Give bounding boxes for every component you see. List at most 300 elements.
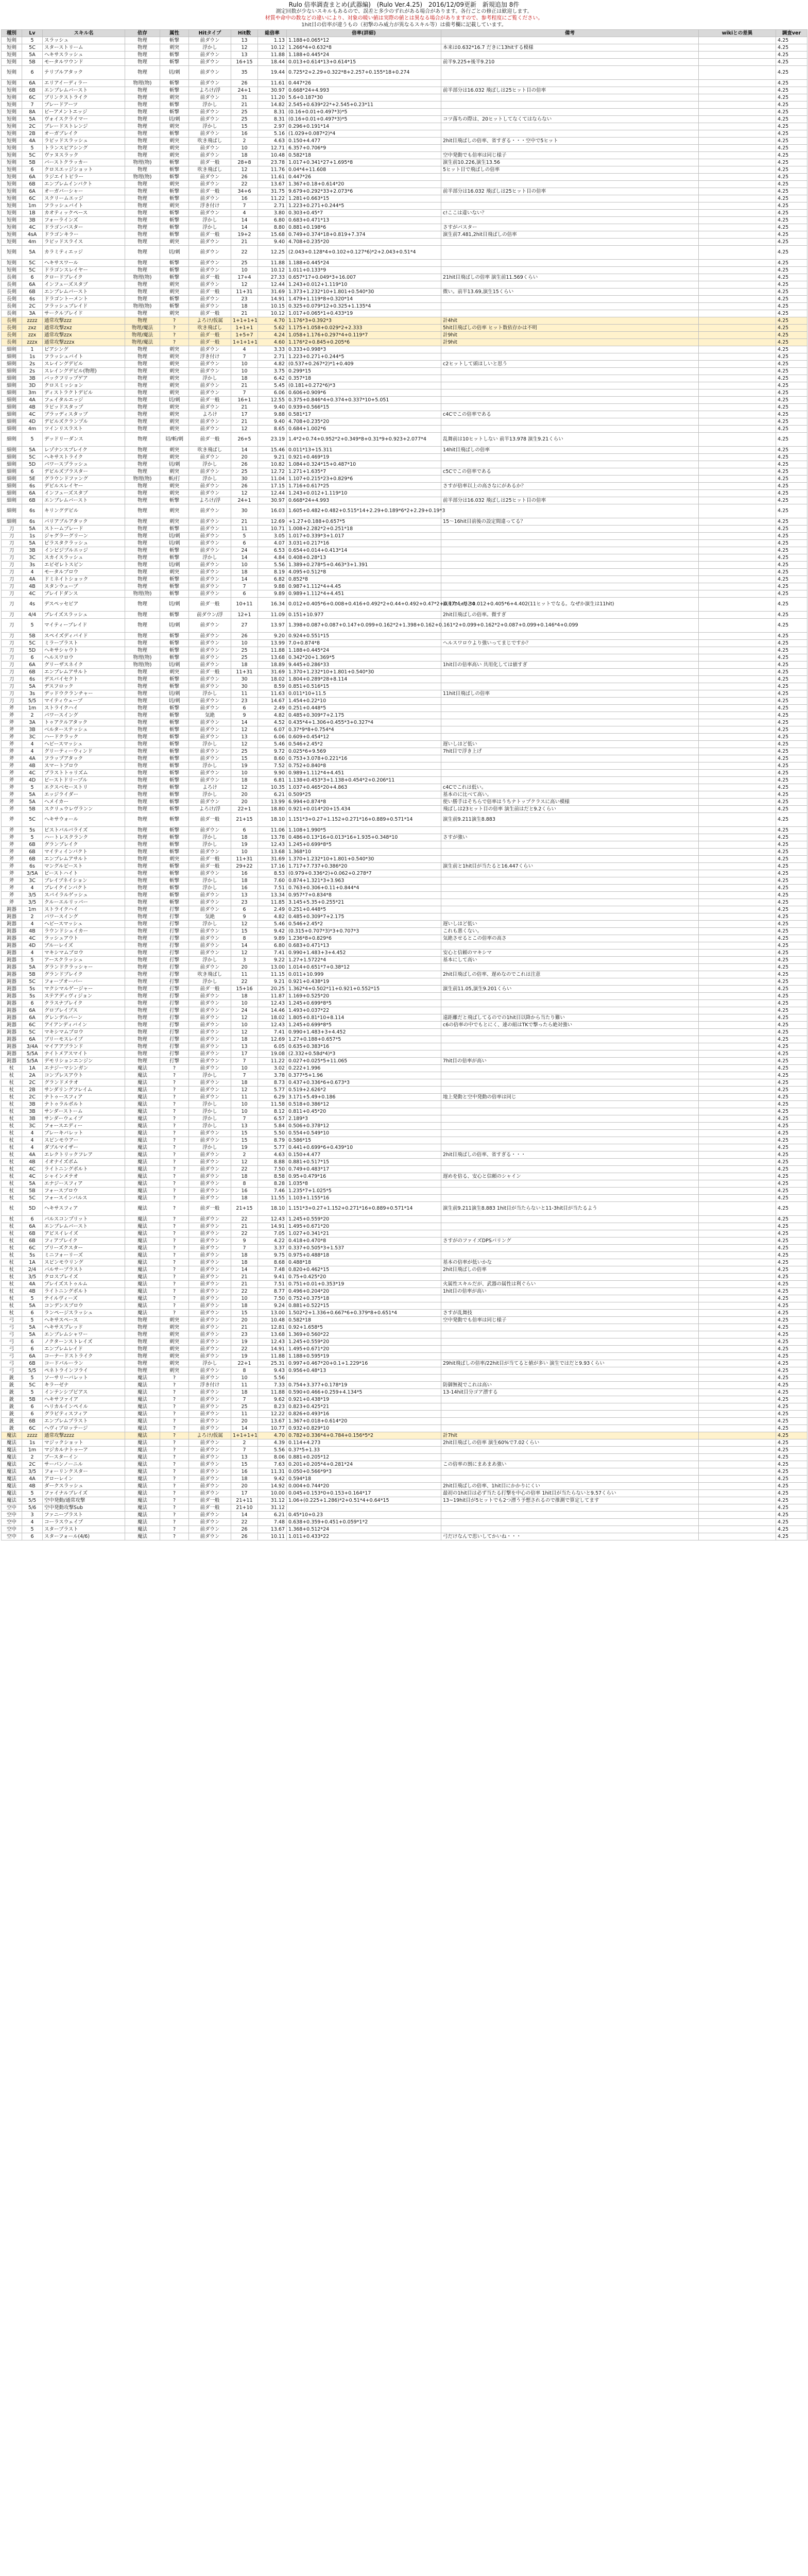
- cell-hit-type: 前ダウン: [189, 80, 231, 87]
- cell-hit-type: 浮かし: [189, 375, 231, 382]
- cell-total-multiplier: 5.56: [258, 1447, 287, 1454]
- cell-multiplier-detail: 0.013+0.614*13+0.614*15: [287, 59, 441, 66]
- cell-multiplier-detail: (0.16+0.01+0.497*3)*5: [287, 116, 441, 123]
- cell-wiki-diff: [699, 1274, 776, 1281]
- cell-version: 4.25: [776, 152, 807, 159]
- cell-hit-count: 19: [231, 1353, 258, 1360]
- cell-attribute: 斬撃: [160, 734, 189, 741]
- cell-multiplier-detail: 1.243+0.012+1.119*10: [287, 281, 441, 289]
- cell-attribute: ?: [160, 1180, 189, 1188]
- cell-attribute: 斬撃: [160, 52, 189, 59]
- cell-wiki-diff: [699, 332, 776, 339]
- cell-lv: 2: [22, 1454, 43, 1461]
- cell-total-multiplier: 4.70: [258, 317, 287, 325]
- table-row: [2, 827, 807, 834]
- cell-multiplier-detail: (0.315+0.707*3)*3+0.707*3: [287, 928, 441, 935]
- cell-lv: 5s: [22, 827, 43, 834]
- cell-skill-name: マジカルナトゥーア: [43, 1447, 125, 1454]
- cell-lv: 2C: [22, 123, 43, 130]
- cell-multiplier-detail: 1.188+0.445*24: [287, 647, 441, 654]
- table-row: [2, 942, 807, 950]
- cell-dependency: 物理(物): [125, 303, 160, 310]
- cell-skill-name: パリアブルアタック: [43, 518, 125, 526]
- cell-version: 4.25: [776, 986, 807, 993]
- cell-dependency: 物理: [125, 712, 160, 719]
- cell-hit-count: 14: [231, 576, 258, 583]
- cell-type: 短剣: [2, 195, 22, 202]
- cell-version: 4.25: [776, 928, 807, 935]
- cell-type: 鈍器: [2, 913, 22, 921]
- cell-lv: 5A: [22, 52, 43, 59]
- cell-multiplier-detail: 0.150+4.477: [287, 1151, 441, 1159]
- cell-hit-count: 11: [231, 1411, 258, 1418]
- cell-hit-type: 前ダウン: [189, 569, 231, 576]
- cell-wiki-diff: [699, 1519, 776, 1526]
- cell-dependency: 物理: [125, 928, 160, 935]
- cell-hit-count: 10: [231, 1375, 258, 1382]
- cell-type: 杖: [2, 1108, 22, 1115]
- cell-dependency: 物理: [125, 94, 160, 101]
- cell-hit-type: 前ダウン/浮: [189, 612, 231, 619]
- cell-skill-name: スクリームエッジ: [43, 195, 125, 202]
- cell-total-multiplier: 30.97: [258, 87, 287, 94]
- cell-version: 4.25: [776, 654, 807, 662]
- cell-total-multiplier: 7.51: [258, 885, 287, 892]
- cell-attribute: 打撃: [160, 1007, 189, 1014]
- cell-wiki-diff: [699, 799, 776, 806]
- cell-hit-count: 18: [231, 303, 258, 310]
- table-row: [2, 217, 807, 224]
- cell-dependency: 物理: [125, 583, 160, 590]
- cell-skill-name: ブレイズストゥルム: [43, 1281, 125, 1288]
- table-row: [2, 1338, 807, 1346]
- cell-dependency: 物理: [125, 1014, 160, 1022]
- cell-hit-type: 前ダウン: [189, 404, 231, 411]
- cell-skill-name: ビストバルバライズ: [43, 827, 125, 834]
- cell-multiplier-detail: 9.679+0.292*33+2.073*6: [287, 188, 441, 195]
- cell-hit-type: 前ダウン: [189, 181, 231, 188]
- cell-remarks: [441, 346, 699, 353]
- cell-dependency: 魔法: [125, 1310, 160, 1317]
- cell-multiplier-detail: 1.716+0.617*25: [287, 483, 441, 490]
- cell-wiki-diff: [699, 246, 776, 260]
- cell-multiplier-detail: 1.037+0.465*20+4.863: [287, 784, 441, 791]
- cell-total-multiplier: 2.49: [258, 705, 287, 712]
- cell-version: 4.25: [776, 1338, 807, 1346]
- cell-skill-name: デモリションエンジン: [43, 1058, 125, 1065]
- cell-remarks: 空中発動でも倍率は同じ様子: [441, 152, 699, 159]
- cell-hit-type: 前ダウン: [189, 1159, 231, 1166]
- cell-total-multiplier: 11.88: [258, 1353, 287, 1360]
- table-row: [2, 633, 807, 640]
- cell-lv: 4A: [22, 1476, 43, 1483]
- cell-version: 4.25: [776, 1058, 807, 1065]
- cell-wiki-diff: [699, 647, 776, 654]
- cell-lv: 5A: [22, 683, 43, 690]
- cell-attribute: ?: [160, 1403, 189, 1411]
- cell-hit-count: 15: [231, 1137, 258, 1144]
- cell-dependency: 物理: [125, 899, 160, 906]
- cell-dependency: 物理: [125, 1338, 160, 1346]
- cell-total-multiplier: 6.06: [258, 389, 287, 397]
- cell-hit-count: 26+5: [231, 433, 258, 447]
- cell-total-multiplier: 6.07: [258, 726, 287, 734]
- table-row: [2, 734, 807, 741]
- cell-total-multiplier: 8.31: [258, 109, 287, 116]
- cell-skill-name: ミラーブラスト: [43, 640, 125, 647]
- cell-type: 刀: [2, 654, 22, 662]
- table-row: [2, 1302, 807, 1310]
- cell-multiplier-detail: 0.04*4+11.608: [287, 166, 441, 174]
- cell-type: 刀: [2, 690, 22, 698]
- cell-wiki-diff: [699, 303, 776, 310]
- cell-attribute: ?: [160, 1166, 189, 1173]
- cell-skill-name: ラピッドスライス: [43, 239, 125, 246]
- cell-multiplier-detail: 0.296+0.191*14: [287, 123, 441, 130]
- cell-wiki-diff: [699, 899, 776, 906]
- cell-skill-name: ブルーレイズ: [43, 942, 125, 950]
- table-row: [2, 598, 807, 612]
- cell-total-multiplier: 4.84: [258, 554, 287, 562]
- cell-hit-type: 前ダウン: [189, 1216, 231, 1223]
- cell-version: 4.25: [776, 612, 807, 619]
- cell-remarks: [441, 130, 699, 138]
- cell-hit-type: 前ダウン: [189, 1230, 231, 1238]
- cell-dependency: 物理: [125, 533, 160, 540]
- cell-dependency: 魔法: [125, 1497, 160, 1504]
- table-row: [2, 101, 807, 109]
- cell-version: 4.25: [776, 690, 807, 698]
- cell-skill-name: デビルスレイヤー: [43, 483, 125, 490]
- cell-hit-type: 前ダウン: [189, 303, 231, 310]
- cell-skill-name: フラッシュバイト: [43, 353, 125, 361]
- cell-type: 短剣: [2, 59, 22, 66]
- cell-hit-type: 前ダウン: [189, 590, 231, 598]
- cell-multiplier-detail: 1.138+0.453*3+1.138+0.454*2+0.206*11: [287, 777, 441, 784]
- cell-wiki-diff: [699, 806, 776, 813]
- table-row: [2, 1159, 807, 1166]
- cell-multiplier-detail: 1.058+1.176+0.297*4+0.119*7: [287, 332, 441, 339]
- cell-version: 4.25: [776, 1238, 807, 1245]
- table-row: [2, 849, 807, 856]
- cell-type: 鈍器: [2, 957, 22, 964]
- cell-skill-name: ミニフォーリーズ: [43, 1252, 125, 1259]
- cell-type: 杖: [2, 1266, 22, 1274]
- cell-remarks: c6の倍率の中でもとにく、連の組はTKで撃ったら絶対強い: [441, 1022, 699, 1029]
- cell-remarks: [441, 476, 699, 483]
- cell-version: 4.25: [776, 260, 807, 267]
- cell-attribute: ?: [160, 1259, 189, 1266]
- table-row: [2, 669, 807, 676]
- cell-remarks: 前半部分は16.032 飛ばしは25ヒット目の倍率: [441, 497, 699, 504]
- cell-multiplier-detail: 0.826+0.493*16: [287, 1411, 441, 1418]
- cell-dependency: 物理: [125, 210, 160, 217]
- cell-version: 4.25: [776, 483, 807, 490]
- cell-dependency: 物理: [125, 166, 160, 174]
- cell-lv: 4m: [22, 239, 43, 246]
- cell-multiplier-detail: 1.188+0.445*24: [287, 260, 441, 267]
- table-row: [2, 66, 807, 80]
- table-row: [2, 690, 807, 698]
- cell-multiplier-detail: 1.008+2.282*2+0.251*18: [287, 526, 441, 533]
- cell-dependency: 魔法: [125, 1389, 160, 1396]
- table-row: [2, 94, 807, 101]
- cell-dependency: 物理: [125, 116, 160, 123]
- cell-total-multiplier: 11.88: [258, 52, 287, 59]
- cell-total-multiplier: 6.57: [258, 1115, 287, 1123]
- table-row: [2, 411, 807, 418]
- cell-lv: 6: [22, 1000, 43, 1007]
- cell-dependency: 物理(物): [125, 274, 160, 281]
- table-row: [2, 676, 807, 683]
- cell-wiki-diff: [699, 921, 776, 928]
- cell-hit-count: 16+1: [231, 397, 258, 404]
- cell-total-multiplier: 17.15: [258, 483, 287, 490]
- cell-wiki-diff: [699, 849, 776, 856]
- cell-hit-type: 浮き付け: [189, 1382, 231, 1389]
- table-row: [2, 1310, 807, 1317]
- cell-version: 4.25: [776, 1497, 807, 1504]
- cell-total-multiplier: 8.12: [258, 1108, 287, 1115]
- cell-lv: 5A: [22, 799, 43, 806]
- cell-attribute: 刺突: [160, 202, 189, 210]
- cell-remarks: [441, 913, 699, 921]
- cell-remarks: c4Cでこの倍率である: [441, 411, 699, 418]
- cell-total-multiplier: 9.40: [258, 404, 287, 411]
- cell-total-multiplier: 8.06: [258, 1454, 287, 1461]
- cell-skill-name: インテンシブピアス: [43, 1389, 125, 1396]
- cell-hit-count: 31: [231, 94, 258, 101]
- cell-multiplier-detail: 0.496+0.204*20: [287, 1288, 441, 1295]
- cell-hit-type: 前ダウン: [189, 892, 231, 899]
- cell-wiki-diff: [699, 1512, 776, 1519]
- cell-multiplier-detail: 0.519+2.626*2: [287, 1087, 441, 1094]
- cell-hit-type: 前ダウン: [189, 1353, 231, 1360]
- cell-total-multiplier: 6.05: [258, 1043, 287, 1050]
- cell-skill-name: テリブルアタック: [43, 66, 125, 80]
- cell-version: 4.25: [776, 389, 807, 397]
- cell-total-multiplier: 12.69: [258, 1036, 287, 1043]
- cell-lv: 3s: [22, 562, 43, 569]
- cell-remarks: [441, 454, 699, 461]
- cell-total-multiplier: 6.82: [258, 576, 287, 583]
- cell-remarks: [441, 777, 699, 784]
- cell-lv: 6: [22, 654, 43, 662]
- cell-attribute: 斬撃: [160, 647, 189, 654]
- cell-hit-type: 前ダウン: [189, 1324, 231, 1331]
- cell-attribute: 刺突: [160, 368, 189, 375]
- cell-lv: 6B: [22, 669, 43, 676]
- cell-dependency: 物理: [125, 598, 160, 612]
- cell-lv: 5: [22, 433, 43, 447]
- cell-wiki-diff: [699, 734, 776, 741]
- cell-wiki-diff: [699, 590, 776, 598]
- table-row: [2, 504, 807, 518]
- cell-skill-name: ジャグラーグリーン: [43, 533, 125, 540]
- cell-version: 4.25: [776, 317, 807, 325]
- cell-version: 4.25: [776, 950, 807, 957]
- cell-version: 4.25: [776, 59, 807, 66]
- table-row: [2, 497, 807, 504]
- cell-multiplier-detail: 0.753+3.078+0.221*16: [287, 755, 441, 762]
- cell-wiki-diff: [699, 612, 776, 619]
- cell-attribute: ?: [160, 1425, 189, 1432]
- cell-skill-name: ラピッドスタッブ: [43, 404, 125, 411]
- cell-hit-count: 21+15: [231, 1202, 258, 1216]
- cell-skill-name: フィアブレイク: [43, 1238, 125, 1245]
- cell-wiki-diff: [699, 325, 776, 332]
- cell-wiki-diff: [699, 1331, 776, 1338]
- cell-version: 4.25: [776, 1252, 807, 1259]
- cell-multiplier-detail: 0.441+0.699*6+0.439*10: [287, 1144, 441, 1151]
- cell-remarks: [441, 1468, 699, 1476]
- table-row: [2, 1252, 807, 1259]
- cell-hit-count: 22: [231, 1346, 258, 1353]
- cell-multiplier-detail: 1.084+0.324*15+0.487*10: [287, 461, 441, 468]
- cell-attribute: 斬撃: [160, 748, 189, 755]
- cell-remarks: [441, 145, 699, 152]
- cell-total-multiplier: 10.48: [258, 152, 287, 159]
- cell-multiplier-detail: 1.266*4+0.632*8: [287, 44, 441, 52]
- cell-version: 4.25: [776, 640, 807, 647]
- cell-multiplier-detail: 7.0+0.874*8: [287, 640, 441, 647]
- cell-dependency: 物理: [125, 404, 160, 411]
- cell-skill-name: ハードクラック: [43, 734, 125, 741]
- cell-total-multiplier: 13.67: [258, 181, 287, 188]
- cell-version: 4.25: [776, 849, 807, 856]
- cell-dependency: 物理: [125, 892, 160, 899]
- cell-multiplier-detail: 1.176*3+0.392*3: [287, 317, 441, 325]
- cell-attribute: 斬撃: [160, 683, 189, 690]
- cell-wiki-diff: [699, 1223, 776, 1230]
- table-row: [2, 612, 807, 619]
- cell-skill-name: グランドメテオ: [43, 1079, 125, 1087]
- cell-hit-count: 13: [231, 1123, 258, 1130]
- cell-type: 長剣: [2, 296, 22, 303]
- cell-skill-name: ソーサリーバレット: [43, 1375, 125, 1382]
- table-row: [2, 784, 807, 791]
- cell-remarks: 遅いしほど低い: [441, 921, 699, 928]
- cell-type: 細剣: [2, 461, 22, 468]
- cell-dependency: 魔法: [125, 1454, 160, 1461]
- cell-wiki-diff: [699, 533, 776, 540]
- cell-hit-type: 前ダウン: [189, 676, 231, 683]
- cell-remarks: [441, 123, 699, 130]
- cell-attribute: 斬撃: [160, 497, 189, 504]
- cell-wiki-diff: [699, 1396, 776, 1403]
- cell-type: 杖: [2, 1202, 22, 1216]
- cell-remarks: さすがのファイズDPSパリング: [441, 1238, 699, 1245]
- cell-lv: 5: [22, 1375, 43, 1382]
- table-row: [2, 418, 807, 426]
- cell-version: 4.25: [776, 1439, 807, 1447]
- cell-dependency: 物理/魔法: [125, 339, 160, 346]
- cell-type: 長剣: [2, 274, 22, 281]
- cell-lv: 6A: [22, 1223, 43, 1230]
- cell-version: 4.25: [776, 1512, 807, 1519]
- table-row: [2, 1512, 807, 1519]
- cell-skill-name: ヘキサスワール: [43, 260, 125, 267]
- cell-dependency: 物理: [125, 260, 160, 267]
- cell-lv: 5D: [22, 461, 43, 468]
- cell-wiki-diff: [699, 1353, 776, 1360]
- cell-attribute: ?: [160, 1065, 189, 1072]
- cell-hit-type: 浮かし: [189, 224, 231, 231]
- cell-hit-count: 18: [231, 662, 258, 669]
- cell-lv: 4: [22, 1519, 43, 1526]
- cell-hit-count: 15: [231, 1130, 258, 1137]
- cell-lv: 3B: [22, 1115, 43, 1123]
- cell-multiplier-detail: 3.031+0.217*16: [287, 540, 441, 547]
- cell-hit-type: 前ダウン: [189, 152, 231, 159]
- cell-total-multiplier: 9.90: [258, 770, 287, 777]
- table-row: [2, 1115, 807, 1123]
- cell-version: 4.25: [776, 210, 807, 217]
- cell-lv: 5C: [22, 640, 43, 647]
- cell-remarks: [441, 1396, 699, 1403]
- cell-dependency: 魔法: [125, 1288, 160, 1295]
- cell-version: 4.25: [776, 669, 807, 676]
- cell-lv: 4: [22, 921, 43, 928]
- cell-multiplier-detail: 1.151*3+0.27+1.152+0.271*16+0.889+0.571*14: [287, 1202, 441, 1216]
- cell-remarks: [441, 375, 699, 382]
- cell-hit-type: 前ダ一般: [189, 339, 231, 346]
- cell-remarks: [441, 849, 699, 856]
- cell-hit-type: 前ダウン: [189, 109, 231, 116]
- cell-dependency: 物理: [125, 1331, 160, 1338]
- table-row: [2, 145, 807, 152]
- cell-hit-type: 前ダウン: [189, 583, 231, 590]
- cell-multiplier-detail: 0.408+0.28*13: [287, 554, 441, 562]
- cell-lv: 2C: [22, 303, 43, 310]
- cell-hit-count: 16: [231, 130, 258, 138]
- cell-dependency: 魔法: [125, 1123, 160, 1130]
- cell-remarks: 演生前10.226,演生13.56: [441, 159, 699, 166]
- cell-multiplier-detail: 0.486+0.13*16+0.013*16+1.935+0.348*10: [287, 834, 441, 841]
- cell-remarks: [441, 906, 699, 913]
- cell-skill-name: ラジエイトピラー: [43, 174, 125, 181]
- cell-skill-name: サーパンノーニル: [43, 1461, 125, 1468]
- cell-version: 4.25: [776, 281, 807, 289]
- cell-skill-name: マイアアブランド: [43, 1043, 125, 1050]
- cell-total-multiplier: 11.88: [258, 1389, 287, 1396]
- table-row: [2, 468, 807, 476]
- cell-wiki-diff: [699, 152, 776, 159]
- cell-lv: 1s: [22, 533, 43, 540]
- cell-wiki-diff: [699, 1266, 776, 1274]
- cell-total-multiplier: 3.37: [258, 1245, 287, 1252]
- cell-hit-count: 30: [231, 683, 258, 690]
- cell-multiplier-detail: 0.325+0.079*12+0.325+1.135*4: [287, 303, 441, 310]
- cell-dependency: 物理: [125, 762, 160, 770]
- cell-attribute: 打撃: [160, 906, 189, 913]
- cell-remarks: [441, 404, 699, 411]
- cell-attribute: 刺突: [160, 123, 189, 130]
- cell-version: 4.25: [776, 346, 807, 353]
- cell-dependency: 物理: [125, 368, 160, 375]
- cell-attribute: ?: [160, 325, 189, 332]
- cell-attribute: 打撃: [160, 964, 189, 971]
- cell-hit-type: 前ダ一般: [189, 397, 231, 404]
- cell-type: 細剣: [2, 476, 22, 483]
- cell-dependency: 魔法: [125, 1115, 160, 1123]
- cell-multiplier-detail: 1.369+0.560*22: [287, 1331, 441, 1338]
- cell-wiki-diff: [699, 44, 776, 52]
- table-row: [2, 913, 807, 921]
- cell-remarks: [441, 382, 699, 389]
- cell-hit-count: 10: [231, 1101, 258, 1108]
- cell-total-multiplier: 8.53: [258, 870, 287, 877]
